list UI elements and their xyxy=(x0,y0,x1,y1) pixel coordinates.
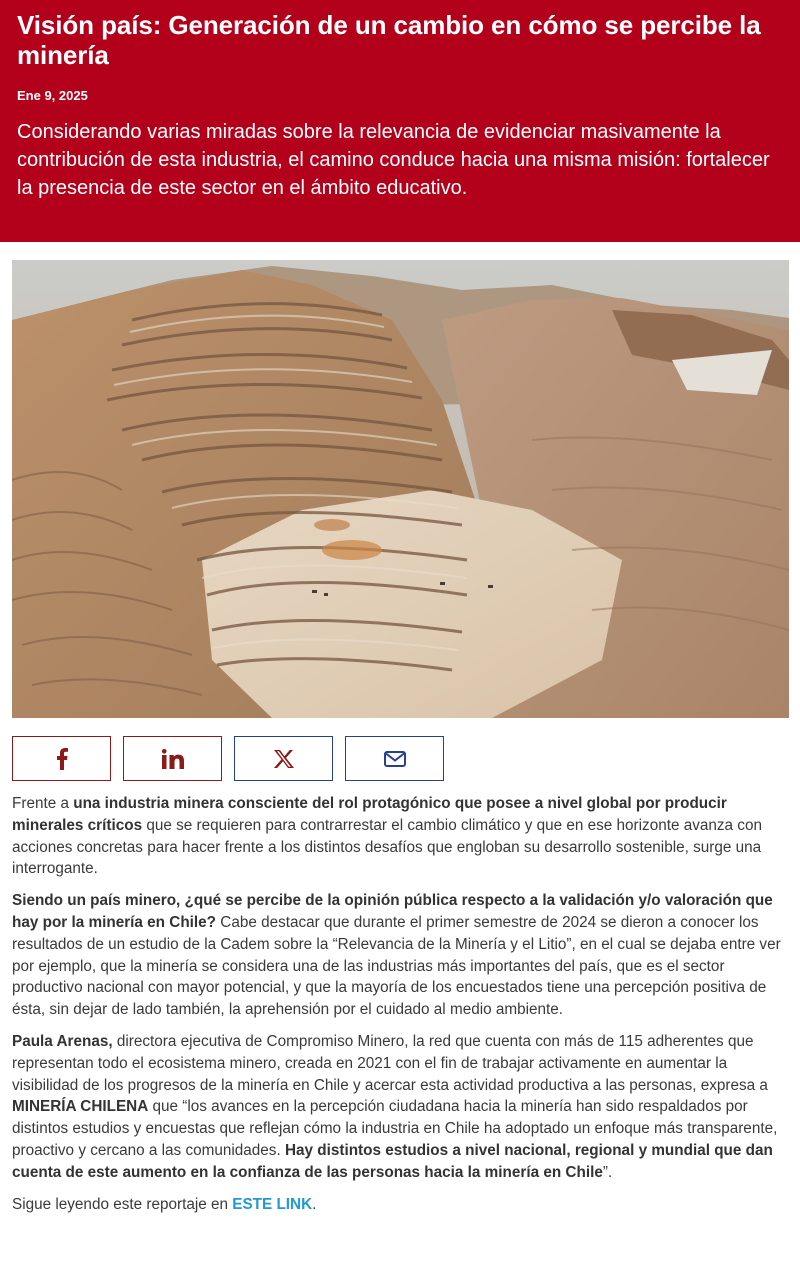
share-x-button[interactable] xyxy=(234,736,333,781)
share-email-button[interactable] xyxy=(345,736,444,781)
x-icon xyxy=(274,750,294,768)
hero-image xyxy=(12,260,789,718)
article-header xyxy=(0,0,800,242)
article-title: Visión país: Generación de un cambio en cómo se percibe la minería xyxy=(17,10,761,70)
email-icon xyxy=(384,751,406,767)
share-facebook-button[interactable] xyxy=(12,736,111,781)
paragraph-2: Siendo un país minero, ¿qué se percibe de la opinión pública respecto a la validación y/o valoración que hay por la minería en Chile? Cabe destacar que durante el primer semestre de 2024 se dieron a conocer los resultados de un estudio de la Cadem sobre la “Relevancia de la Minería y el Litio”, en el cual se dejaba entre ver por ejemplo, que la minería se considera una de las industrias más importantes del país, que es el sector productivo nacional con mayor potencial, y que la mayoría de los encuestados tiene una percepción positiva de ésta, sin dejar de lado también, la aprehensión por el cuidado al medio ambiente. xyxy=(12,892,781,1019)
article-lead: Considerando varias miradas sobre la relevancia de evidenciar masivamente la contribución de esta industria, el camino conduce hacia una misma misión: fortalecer la presencia de este sector en el ámbito educativo. xyxy=(17,121,770,199)
read-more-link[interactable]: ESTE LINK xyxy=(232,1195,313,1213)
facebook-icon xyxy=(56,748,68,770)
paragraph-4: Sigue leyendo este reportaje en ESTE LINK. xyxy=(12,1195,317,1213)
article-body xyxy=(12,793,788,1225)
linkedin-icon xyxy=(162,749,184,769)
paragraph-1: Frente a una industria minera consciente del rol protagónico que posee a nivel global por producir minerales críticos que se requieren para contrarrestar el cambio climático y que en ese horizonte avanza con acciones concretas para hacer frente a los distintos desafíos que engloban su desarrollo sostenible, surge una interrogante. xyxy=(12,795,762,878)
share-linkedin-button[interactable] xyxy=(123,736,222,781)
paragraph-3: Paula Arenas, directora ejecutiva de Compromiso Minero, la red que cuenta con más de 115 adherentes que representan todo el ecosistema minero, creada en 2021 con el fin de trabajar activamente en aumentar la visibilidad de los progresos de la minería en Chile y acercar esta actividad productiva a las personas, expresa a MINERÍA CHILENA que “los avances en la percepción ciudadana hacia la minería han sido respaldados por distintos estudios y encuestas que reflejan cómo la industria en Chile ha adoptado un enfoque más transparente, proactivo y cercano a las comunidades. Hay distintos estudios a nivel nacional, regional y mundial que dan cuenta de este aumento en la confianza de las personas hacia la minería en Chile”. xyxy=(12,1032,778,1181)
article-date: Ene 9, 2025 xyxy=(17,88,88,103)
open-pit-mine-photo xyxy=(12,260,789,718)
